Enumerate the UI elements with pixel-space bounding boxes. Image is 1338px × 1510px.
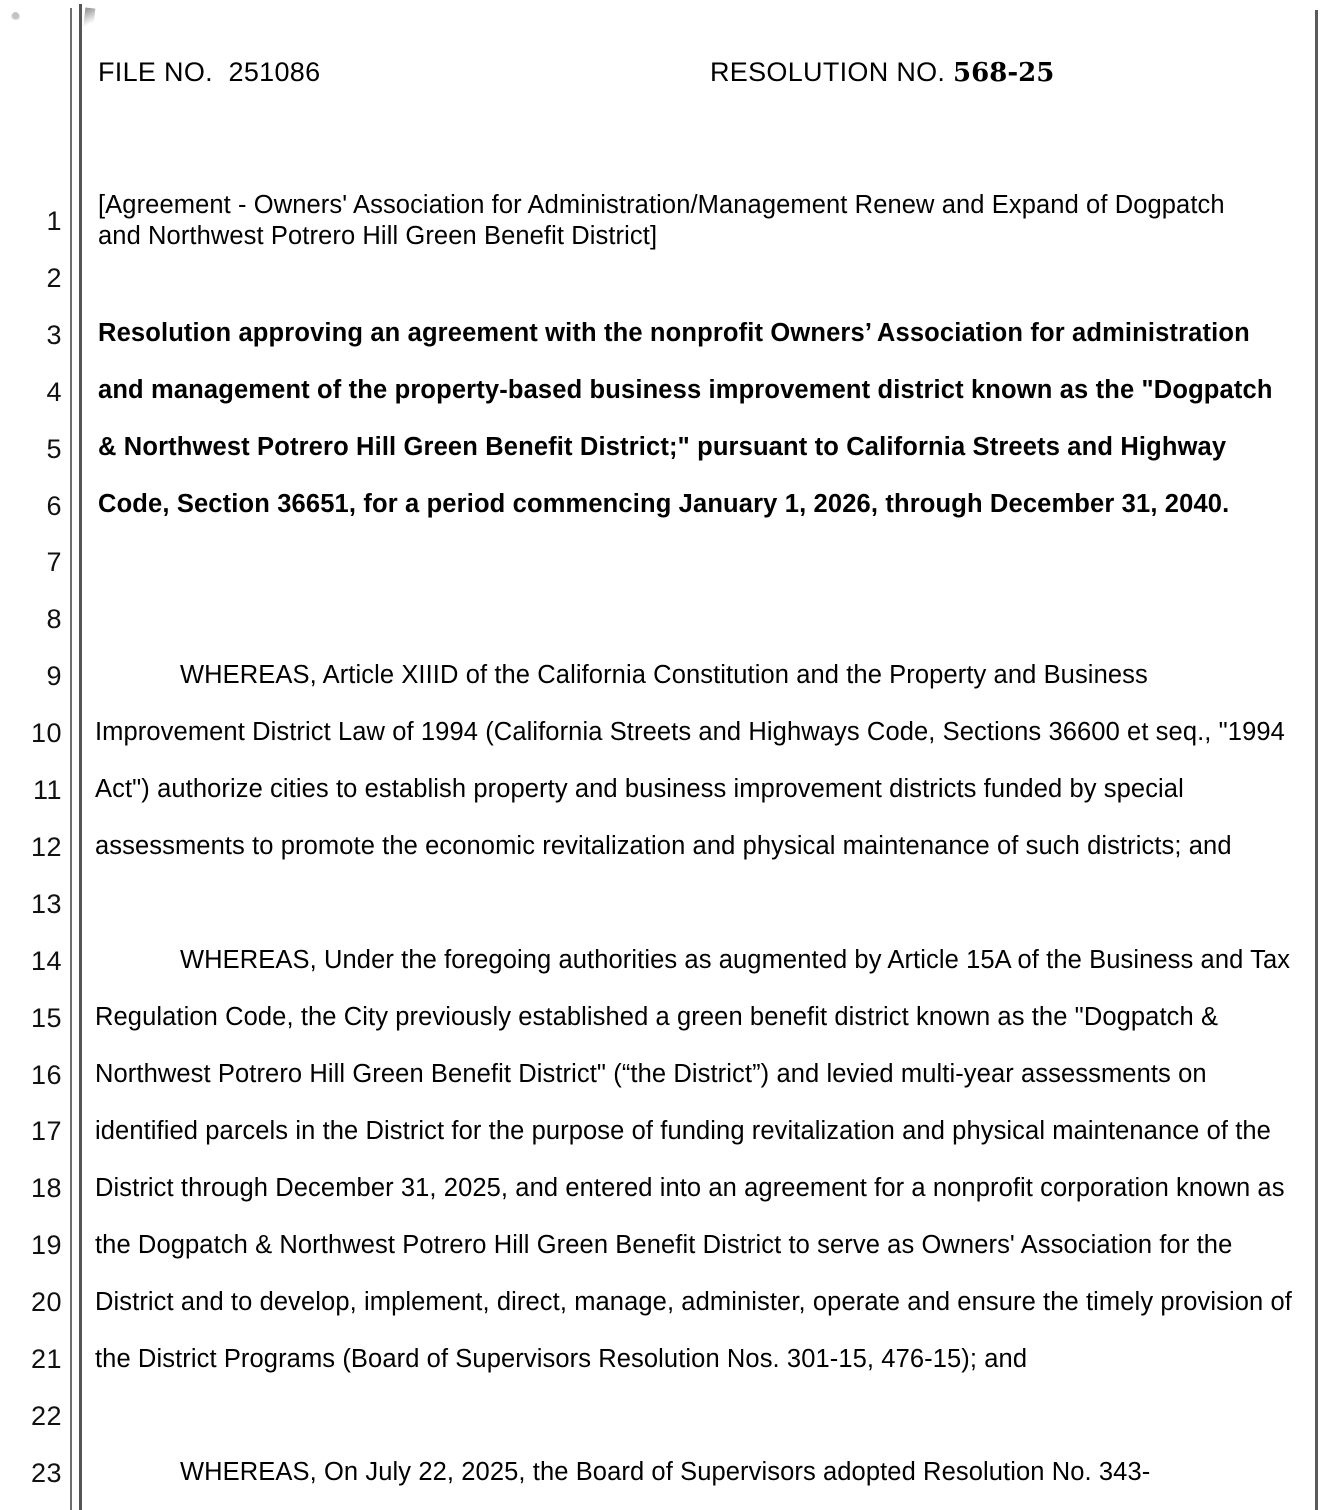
document-header (98, 57, 1288, 97)
paragraph-text: WHEREAS, Under the foregoing authorities as augmented by Article 15A of the Business and Tax Regulation Code, the City previously established a green benefit district known as the "Dogpatch & Northwest Potrero Hill Green Benefit District" (“the District”) and levied multi-year assessments on identified parcels in the District for the purpose of funding revitalization and physical maintenance of the District through December 31, 2025, and entered into an agreement for a nonprofit corporation known as the Dogpatch & Northwest Potrero Hill Green Benefit District to serve as Owners' Association for the District and to develop, implement, direct, manage, administer, operate and ensure the timely provision of the District Programs (Board of Supervisors Resolution Nos. 301-15, 476-15); and (95, 946, 1292, 1373)
line-number: 23 (30, 1457, 62, 1488)
line-number: 10 (30, 718, 62, 749)
line-number: 21 (30, 1344, 62, 1374)
line-number: 1 (46, 206, 62, 236)
file-number-label: FILE NO. (98, 57, 213, 87)
line-number: 16 (30, 1059, 62, 1090)
left-margin-rule-outer (70, 8, 72, 1510)
line-number: 17 (30, 1116, 62, 1147)
line-number: 3 (46, 319, 62, 350)
line-number: 14 (30, 945, 62, 976)
paragraph-text: WHEREAS, Article XIIID of the California Constitution and the Property and Business Improvement District Law of 1994 (California Streets and Highways Code, Sections 36600 et seq., "1994 Act") authorize cities to establish property and business improvement districts funded by special assessments to promote the economic revitalization and physical maintenance of such districts; and (95, 661, 1285, 860)
scan-smudge-artifact (83, 8, 96, 35)
line-number: 19 (30, 1230, 62, 1261)
line-number: 7 (46, 547, 62, 578)
line-number: 13 (30, 888, 62, 919)
file-number-line (98, 57, 320, 88)
line-number: 2 (46, 262, 62, 293)
whereas-paragraph-3 (95, 1444, 1295, 1501)
line-number: 9 (46, 661, 62, 692)
line-number: 15 (30, 1002, 62, 1033)
resolution-number-label: RESOLUTION NO. (710, 57, 946, 87)
line-number: 12 (30, 831, 62, 862)
document-body (95, 0, 1300, 1510)
line-number: 20 (30, 1287, 62, 1318)
line-number: 11 (32, 775, 62, 805)
file-number-value: 251086 (228, 57, 321, 87)
line-number: 6 (46, 490, 62, 521)
line-number: 5 (46, 433, 62, 464)
resolution-number-line (710, 57, 1054, 88)
document-title: [Agreement - Owners' Association for Administration/Management Renew and Expand of Dogpatch and Northwest Potrero Hill Green Benefit District] (98, 191, 1225, 250)
right-margin-rule (1315, 10, 1318, 1510)
line-number-gutter (0, 0, 62, 1510)
paragraph-text: WHEREAS, On July 22, 2025, the Board of Supervisors adopted Resolution No. 343- (180, 1458, 1151, 1486)
line-number: 8 (46, 604, 62, 635)
line-number: 18 (30, 1173, 62, 1204)
whereas-paragraph-2 (95, 932, 1295, 1388)
left-margin-rule-inner (79, 4, 82, 1510)
resolution-summary: Resolution approving an agreement with the nonprofit Owners’ Association for administration and management of the property-based business improvement district known as the "Dogpatch & Northwest Potrero Hill Green Benefit District;" pursuant to California Streets and Highway Code, Section 36651, for a period commencing January 1, 2026, through December 31, 2040. (98, 319, 1273, 518)
line-number: 4 (46, 376, 62, 407)
whereas-paragraph-1 (95, 647, 1295, 875)
resolution-number-value: 568-25 (953, 58, 1055, 88)
line-number: 22 (30, 1400, 62, 1431)
